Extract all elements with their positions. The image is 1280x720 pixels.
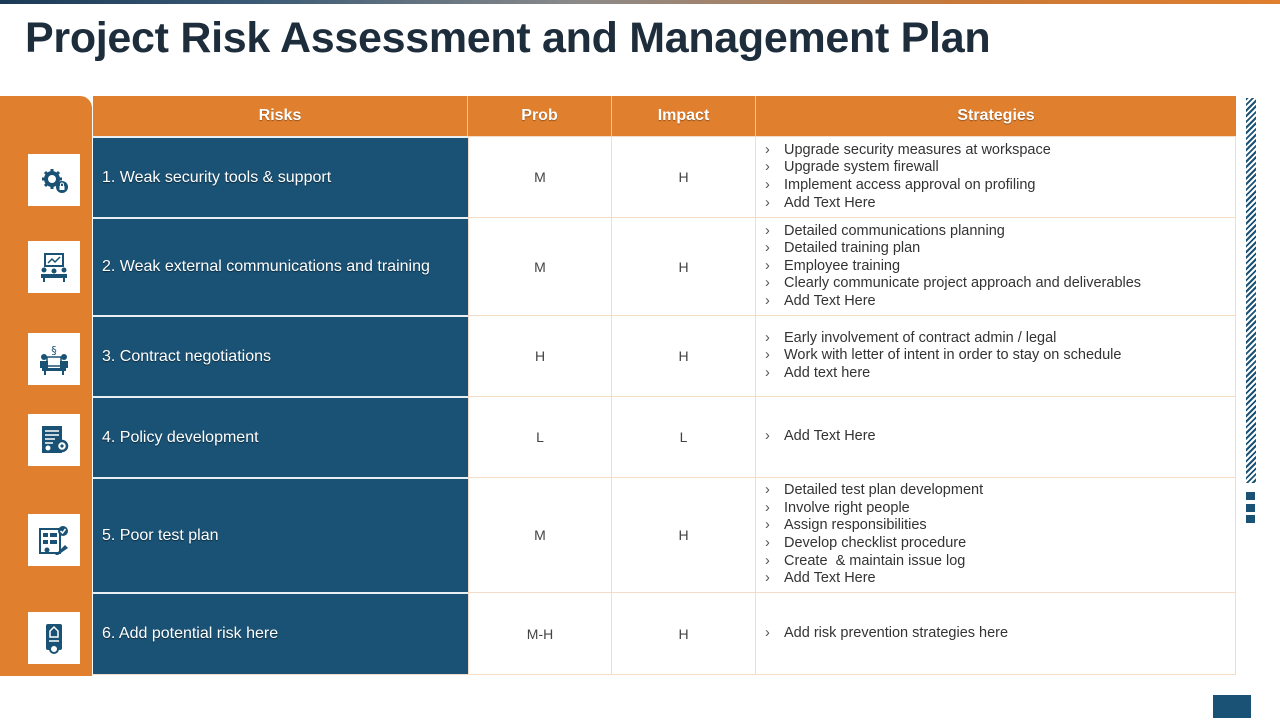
bullet-icon: › [765, 329, 770, 346]
risk-cell: 2. Weak external communications and training [93, 217, 468, 315]
impact-cell: H [612, 315, 756, 396]
strategy-item: › Involve right people [765, 499, 910, 516]
risk-cell: 3. Contract negotiations [93, 315, 468, 396]
strategies-cell [756, 592, 1236, 674]
bullet-icon: › [765, 428, 770, 445]
bullet-icon: › [765, 364, 770, 381]
prob-cell: H [468, 315, 612, 396]
risk-cell: 5. Poor test plan [93, 477, 468, 592]
table-row [93, 315, 1236, 396]
presentation-meeting-icon [28, 241, 80, 293]
table-row [93, 136, 1236, 217]
strategy-item: › Develop checklist procedure [765, 535, 967, 551]
prob-cell: L [468, 396, 612, 477]
impact-cell: H [612, 136, 756, 217]
risk-cell: 4. Policy development [93, 396, 468, 477]
bullet-icon: › [765, 257, 770, 274]
strategy-item: › Add Text Here [765, 570, 876, 587]
bullet-icon: › [765, 499, 770, 516]
strategy-item: › Add Text Here [765, 292, 876, 309]
right-square-decoration [1246, 492, 1255, 500]
right-hatch-decoration [1246, 98, 1256, 483]
header-strategies: Strategies [756, 96, 1236, 136]
bullet-icon: › [765, 194, 770, 211]
strategy-item: › Clearly communicate project approach and deliverables [765, 275, 1142, 292]
bullet-icon: › [765, 570, 770, 587]
policy-document-icon [28, 414, 80, 466]
strategy-item: › Upgrade security measures at workspace [765, 141, 1051, 158]
strategies-cell [756, 396, 1236, 477]
bullet-icon: › [765, 141, 770, 158]
bullet-icon: › [765, 292, 770, 309]
bullet-icon: › [765, 177, 770, 193]
risk-document-icon [28, 612, 80, 664]
strategies-cell [756, 315, 1236, 396]
strategy-item: › Create & maintain issue log [765, 552, 966, 569]
bullet-icon: › [765, 535, 770, 551]
bullet-icon: › [765, 624, 770, 641]
risk-cell: 6. Add potential risk here [93, 592, 468, 674]
strategy-item: › Detailed test plan development [765, 482, 984, 499]
prob-cell: M [468, 136, 612, 217]
prob-cell: M [468, 217, 612, 315]
svg-text:§: § [51, 344, 57, 357]
strategy-item: › Implement access approval on profiling [765, 177, 1036, 193]
header-impact: Impact [612, 96, 756, 136]
strategies-cell [756, 477, 1236, 592]
strategy-item: › Work with letter of intent in order to stay on schedule [765, 347, 1122, 364]
bullet-icon: › [765, 222, 770, 239]
strategy-item: › Upgrade system firewall [765, 159, 939, 176]
test-plan-icon [28, 514, 80, 566]
strategy-item: › Add Text Here [765, 194, 876, 211]
header-risks: Risks [93, 96, 468, 136]
strategy-item: › Add Text Here [765, 428, 876, 445]
bullet-icon: › [765, 240, 770, 257]
right-square-decoration [1246, 515, 1255, 523]
strategy-item: › Detailed training plan [765, 240, 921, 257]
right-square-decoration [1246, 504, 1255, 512]
strategy-item: › Add text here [765, 364, 871, 381]
bullet-icon: › [765, 552, 770, 569]
gear-lock-icon [28, 154, 80, 206]
prob-cell: M-H [468, 592, 612, 674]
bullet-icon: › [765, 275, 770, 292]
risk-cell: 1. Weak security tools & support [93, 136, 468, 217]
strategy-item: › Early involvement of contract admin / legal [765, 329, 1057, 346]
strategies-cell [756, 136, 1236, 217]
strategy-item: › Assign responsibilities [765, 517, 927, 534]
bullet-icon: › [765, 347, 770, 364]
strategy-item: › Employee training [765, 257, 901, 274]
strategies-cell [756, 217, 1236, 315]
bullet-icon: › [765, 482, 770, 499]
table-row [93, 477, 1236, 592]
page-title: Project Risk Assessment and Management Plan [25, 14, 991, 62]
risk-table [93, 96, 1236, 675]
table-row [93, 217, 1236, 315]
corner-decoration [1213, 695, 1251, 718]
impact-cell: H [612, 477, 756, 592]
prob-cell: M [468, 477, 612, 592]
bullet-icon: › [765, 517, 770, 534]
contract-negotiation-icon [28, 333, 80, 385]
top-accent-strip [0, 0, 1280, 4]
strategy-item: › Add risk prevention strategies here [765, 624, 1009, 641]
table-header-row [93, 96, 1236, 136]
impact-cell: H [612, 217, 756, 315]
impact-cell: L [612, 396, 756, 477]
impact-cell: H [612, 592, 756, 674]
table-row [93, 592, 1236, 674]
header-prob: Prob [468, 96, 612, 136]
table-row [93, 396, 1236, 477]
bullet-icon: › [765, 159, 770, 176]
strategy-item: › Detailed communications planning [765, 222, 1005, 239]
